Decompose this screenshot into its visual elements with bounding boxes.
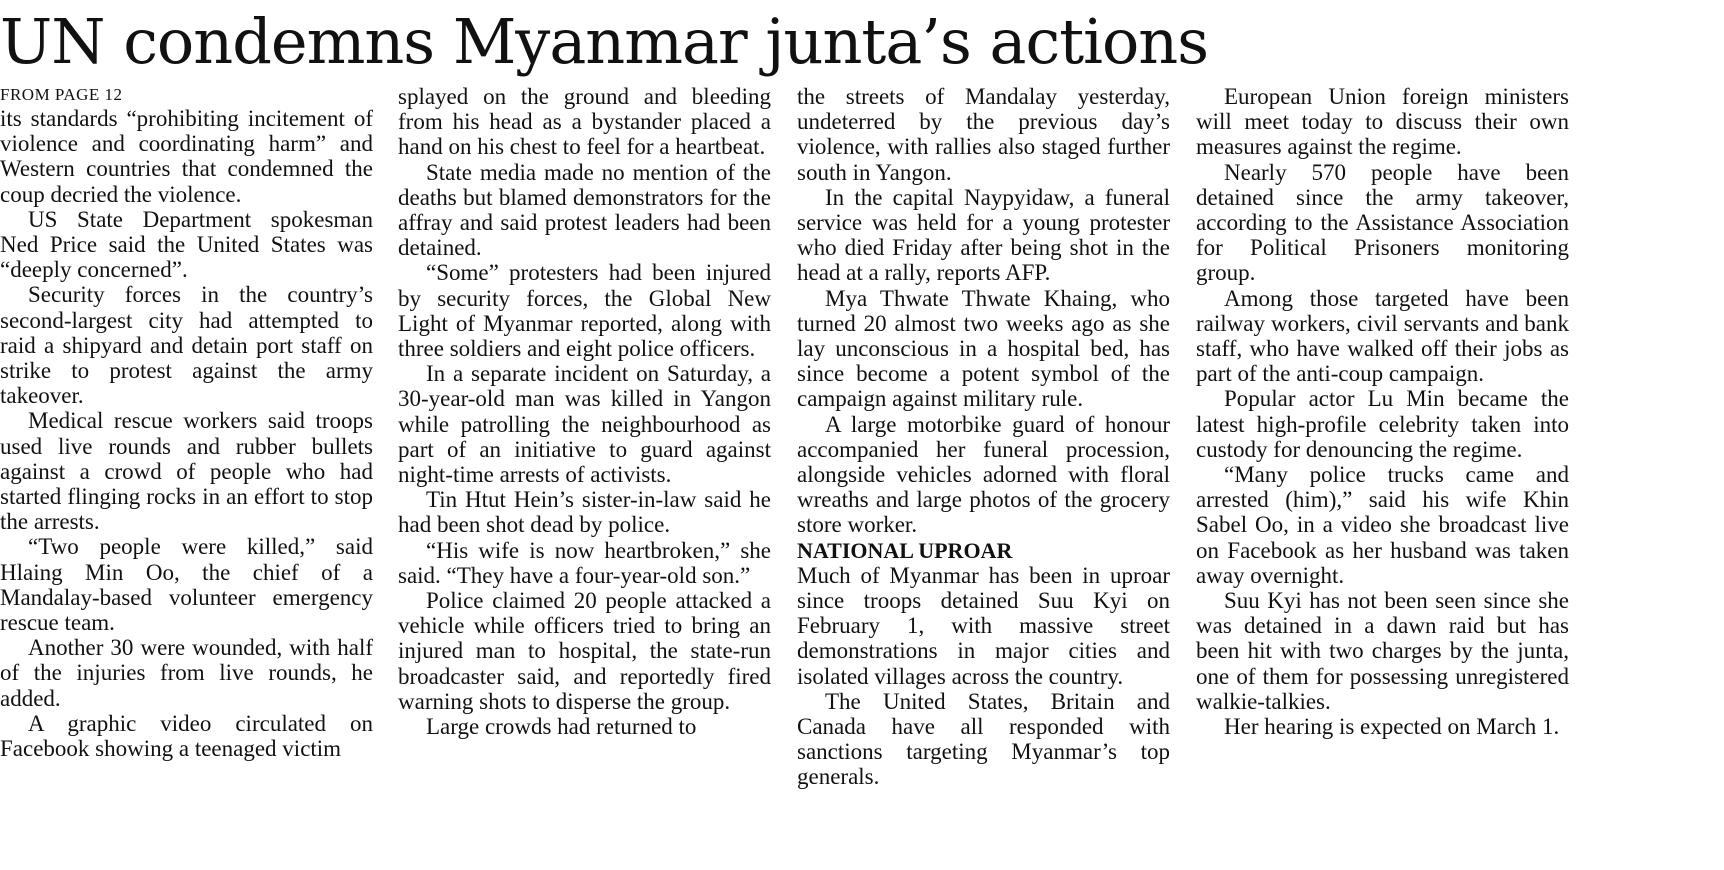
paragraph: US State Department spokesman Ned Price said the United States was “deeply concerned”. <box>0 206 373 283</box>
paragraph: “Some” protesters had been injured by security forces, the Global New Light of Myanmar reported, along with three soldiers and eight police officers. <box>398 260 771 362</box>
paragraph: “Two people were killed,” said Hlaing Min Oo, the chief of a Mandalay-based volunteer emergency rescue team. <box>0 534 373 636</box>
paragraph: Much of Myanmar has been in uproar since troops detained Suu Kyi on February 1, with massive street demonstrations in major cities and isolated villages across the country. <box>797 562 1170 689</box>
paragraph: Suu Kyi has not been seen since she was detained in a dawn raid but has been hit with two charges by the junta, one of them for possessing unregistered walkie-talkies. <box>1196 588 1569 714</box>
column-2 <box>398 84 771 739</box>
paragraph: Medical rescue workers said troops used live rounds and rubber bullets against a crowd of people who had started flinging rocks in an effort to stop the arrests. <box>0 408 373 535</box>
paragraph: its standards “prohibiting incitement of violence and coordinating harm” and Western countries that condemned the coup decried the violence. <box>0 106 373 207</box>
paragraph: the streets of Mandalay yesterday, undeterred by the previous day’s violence, with rallies also staged further south in Yangon. <box>797 84 1170 185</box>
paragraph: A graphic video circulated on Facebook showing a teenaged victim <box>0 710 373 762</box>
column-1 <box>0 84 373 761</box>
paragraph: “His wife is now heartbroken,” she said. “They have a four-year-old son.” <box>398 537 771 588</box>
paragraph: A large motorbike guard of honour accompanied her funeral procession, alongside vehicles adorned with floral wreaths and large photos of the grocery store worker. <box>797 411 1170 538</box>
headline: UN condemns Myanmar junta’s actions <box>0 5 1209 78</box>
paragraph: Security forces in the country’s second-largest city had attempted to raid a shipyard and detain port staff on strike to protest against the army takeover. <box>0 282 373 409</box>
paragraph: Nearly 570 people have been detained since the army takeover, according to the Assistance Association for Political Prisoners monitoring group. <box>1196 159 1569 286</box>
paragraph: Another 30 were wounded, with half of the injuries from live rounds, he added. <box>0 635 373 711</box>
paragraph: Large crowds had returned to <box>426 714 697 740</box>
continuation-kicker: FROM PAGE 12 <box>0 85 123 104</box>
paragraph: Among those targeted have been railway workers, civil servants and bank staff, who have walked off their jobs as part of the anti-coup campaign. <box>1196 285 1569 387</box>
paragraph: Mya Thwate Thwate Khaing, who turned 20 almost two weeks ago as she lay unconscious in a hospital bed, has since become a potent symbol of the campaign against military rule. <box>797 285 1170 412</box>
paragraph: “Many police trucks came and arrested (him),” said his wife Khin Sabel Oo, in a video she broadcast live on Facebook as her husband was taken away overnight. <box>1196 462 1569 588</box>
paragraph: In a separate incident on Saturday, a 30-year-old man was killed in Yangon while patrolling the neighbourhood as part of an initiative to guard against night-time arrests of activists. <box>398 361 771 488</box>
column-3 <box>797 84 1170 790</box>
paragraph: Tin Htut Hein’s sister-in-law said he had been shot dead by police. <box>398 487 771 538</box>
paragraph: In the capital Naypyidaw, a funeral service was held for a young protester who died Friday after being shot in the head at a rally, reports AFP. <box>797 184 1170 286</box>
section-subhead: NATIONAL UPROAR <box>797 537 1013 563</box>
paragraph: Police claimed 20 people attacked a vehicle while officers tried to bring an injured man to hospital, the state-run broadcaster said, and reportedly fired warning shots to disperse the group. <box>398 588 771 714</box>
paragraph: Her hearing is expected on March 1. <box>1224 714 1560 740</box>
paragraph: The United States, Britain and Canada have all responded with sanctions targeting Myanmar’s top generals. <box>797 688 1170 790</box>
paragraph: State media made no mention of the deaths but blamed demonstrators for the affray and said protest leaders had been detained. <box>398 159 771 261</box>
column-4 <box>1196 84 1569 739</box>
paragraph: European Union foreign ministers will meet today to discuss their own measures against the regime. <box>1196 84 1569 160</box>
paragraph: splayed on the ground and bleeding from his head as a bystander placed a hand on his chest to feel for a heartbeat. <box>398 84 771 160</box>
paragraph: Popular actor Lu Min became the latest high-profile celebrity taken into custody for denouncing the regime. <box>1196 386 1569 462</box>
